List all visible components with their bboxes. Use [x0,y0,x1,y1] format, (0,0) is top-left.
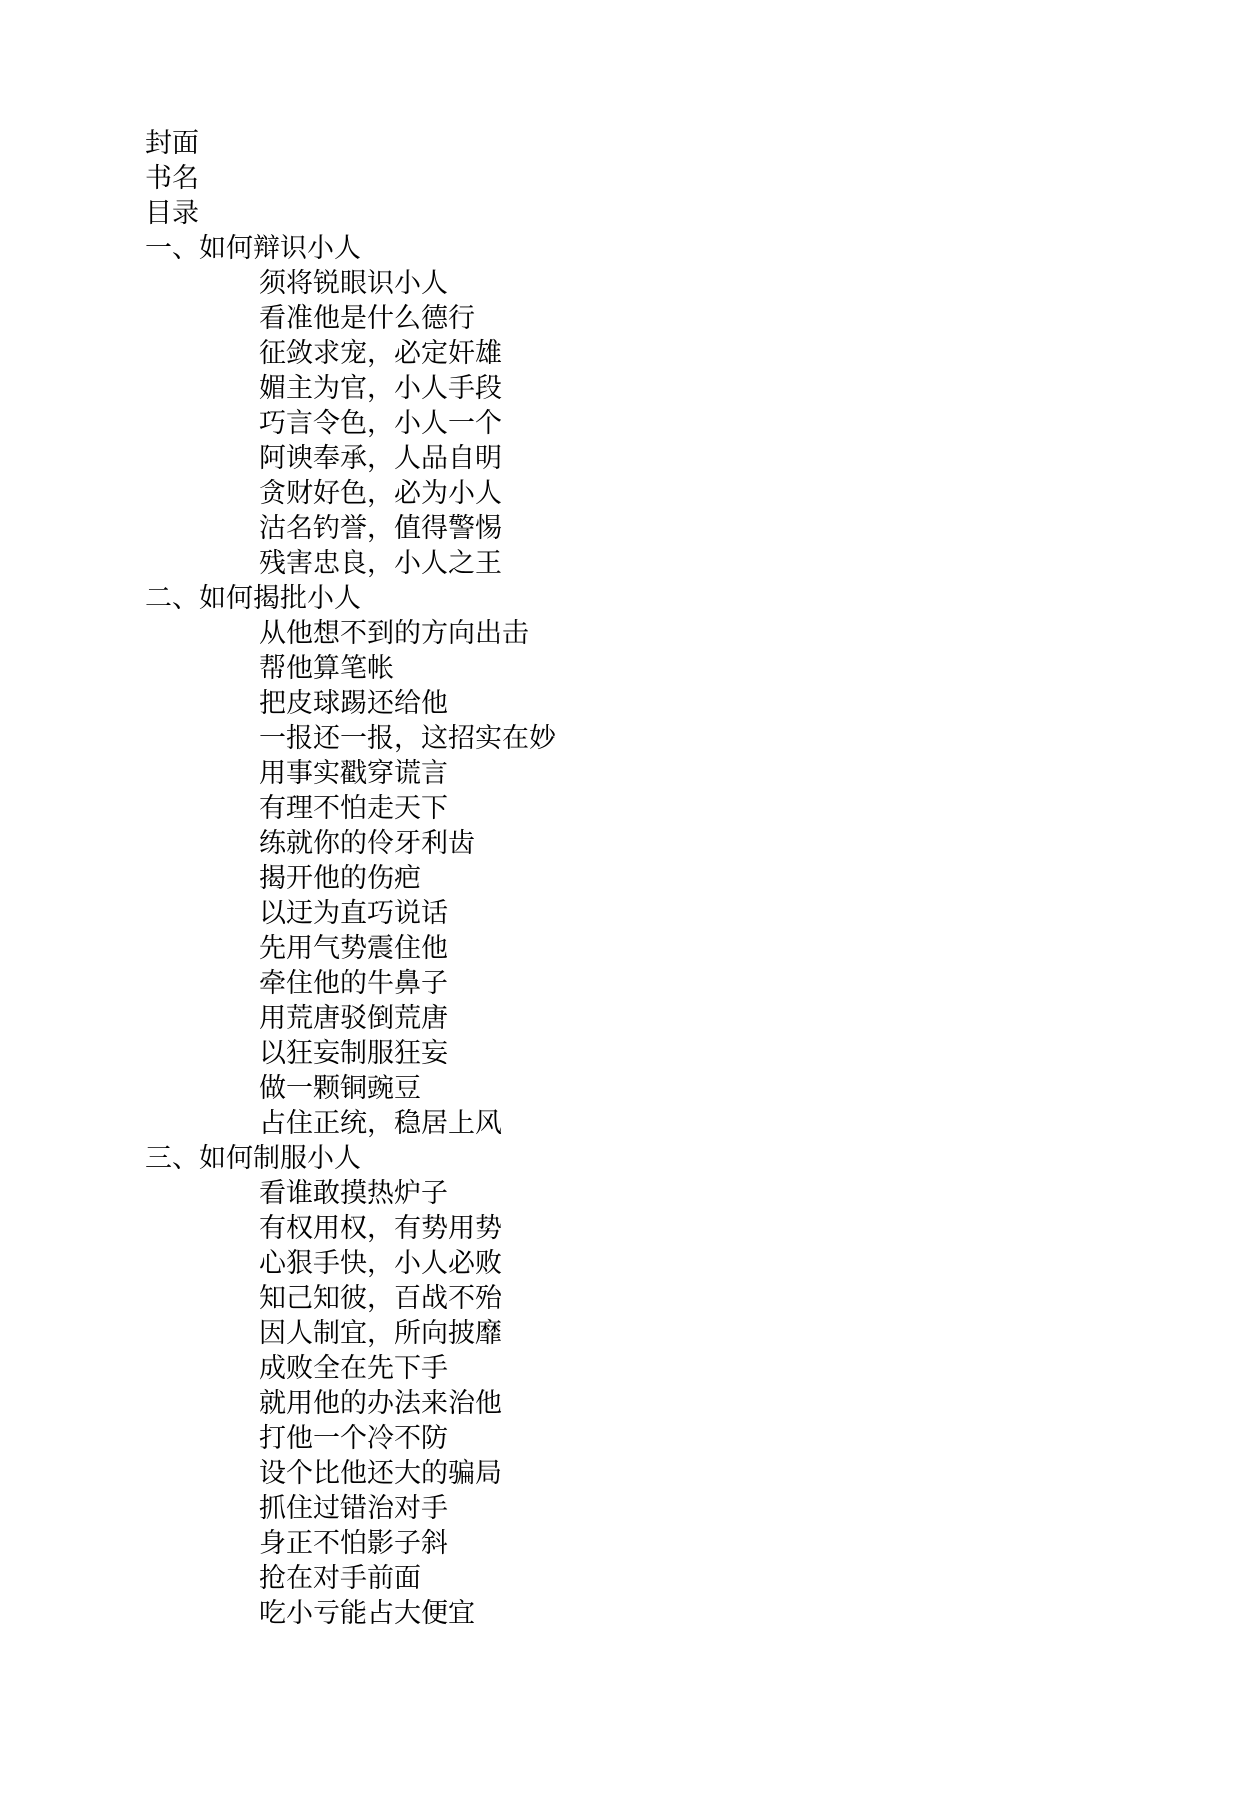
toc-entry-cover: 封面 [145,128,199,159]
chapter-2-item: 一报还一报，这招实在妙 [259,723,556,754]
chapter-3-item: 因人制宜，所向披靡 [259,1318,502,1349]
chapter-3-item: 打他一个冷不防 [259,1423,448,1454]
chapter-1-item: 巧言令色，小人一个 [259,408,502,439]
chapter-3-item: 看谁敢摸热炉子 [259,1178,448,1209]
chapter-1-item: 贪财好色，必为小人 [259,478,502,509]
chapter-3-item: 成败全在先下手 [259,1353,448,1384]
chapter-1-item: 征敛求宠，必定奸雄 [259,338,502,369]
chapter-2-item: 先用气势震住他 [259,933,448,964]
chapter-3-item: 心狠手快，小人必败 [259,1248,502,1279]
chapter-2-item: 用事实戳穿谎言 [259,758,448,789]
chapter-3-item: 抢在对手前面 [259,1563,421,1594]
chapter-2-item: 以狂妄制服狂妄 [259,1038,448,1069]
chapter-2-item: 牵住他的牛鼻子 [259,968,448,999]
chapter-3-item: 有权用权，有势用势 [259,1213,502,1244]
chapter-3-item: 设个比他还大的骗局 [259,1458,502,1489]
chapter-1-item: 阿谀奉承，人品自明 [259,443,502,474]
chapter-3-item: 抓住过错治对手 [259,1493,448,1524]
chapter-3-item: 知己知彼，百战不殆 [259,1283,502,1314]
chapter-2-item: 占住正统，稳居上风 [259,1108,502,1139]
chapter-2-item: 揭开他的伤疤 [259,863,421,894]
chapter-1-item: 须将锐眼识小人 [259,268,448,299]
chapter-2-item: 从他想不到的方向出击 [259,618,529,649]
chapter-2-item: 练就你的伶牙利齿 [259,828,475,859]
chapter-2-item: 做一颗铜豌豆 [259,1073,421,1104]
chapter-2-item: 有理不怕走天下 [259,793,448,824]
toc-entry-book-title: 书名 [145,163,199,194]
table-of-contents [145,126,556,1631]
chapter-2-title: 二、如何揭批小人 [145,583,361,614]
chapter-1-item: 残害忠良，小人之王 [259,548,502,579]
chapter-1-item: 沽名钓誉，值得警惕 [259,513,502,544]
chapter-2-item: 用荒唐驳倒荒唐 [259,1003,448,1034]
chapter-3-item: 身正不怕影子斜 [259,1528,448,1559]
chapter-1-item: 看准他是什么德行 [259,303,475,334]
chapter-3-item: 吃小亏能占大便宜 [259,1598,475,1629]
chapter-1-title: 一、如何辩识小人 [145,233,361,264]
toc-entry-contents: 目录 [145,198,199,229]
chapter-2-item: 以迂为直巧说话 [259,898,448,929]
chapter-3-title: 三、如何制服小人 [145,1143,361,1174]
chapter-3-item: 就用他的办法来治他 [259,1388,502,1419]
chapter-2-item: 帮他算笔帐 [259,653,394,684]
chapter-1-item: 媚主为官，小人手段 [259,373,502,404]
chapter-2-item: 把皮球踢还给他 [259,688,448,719]
